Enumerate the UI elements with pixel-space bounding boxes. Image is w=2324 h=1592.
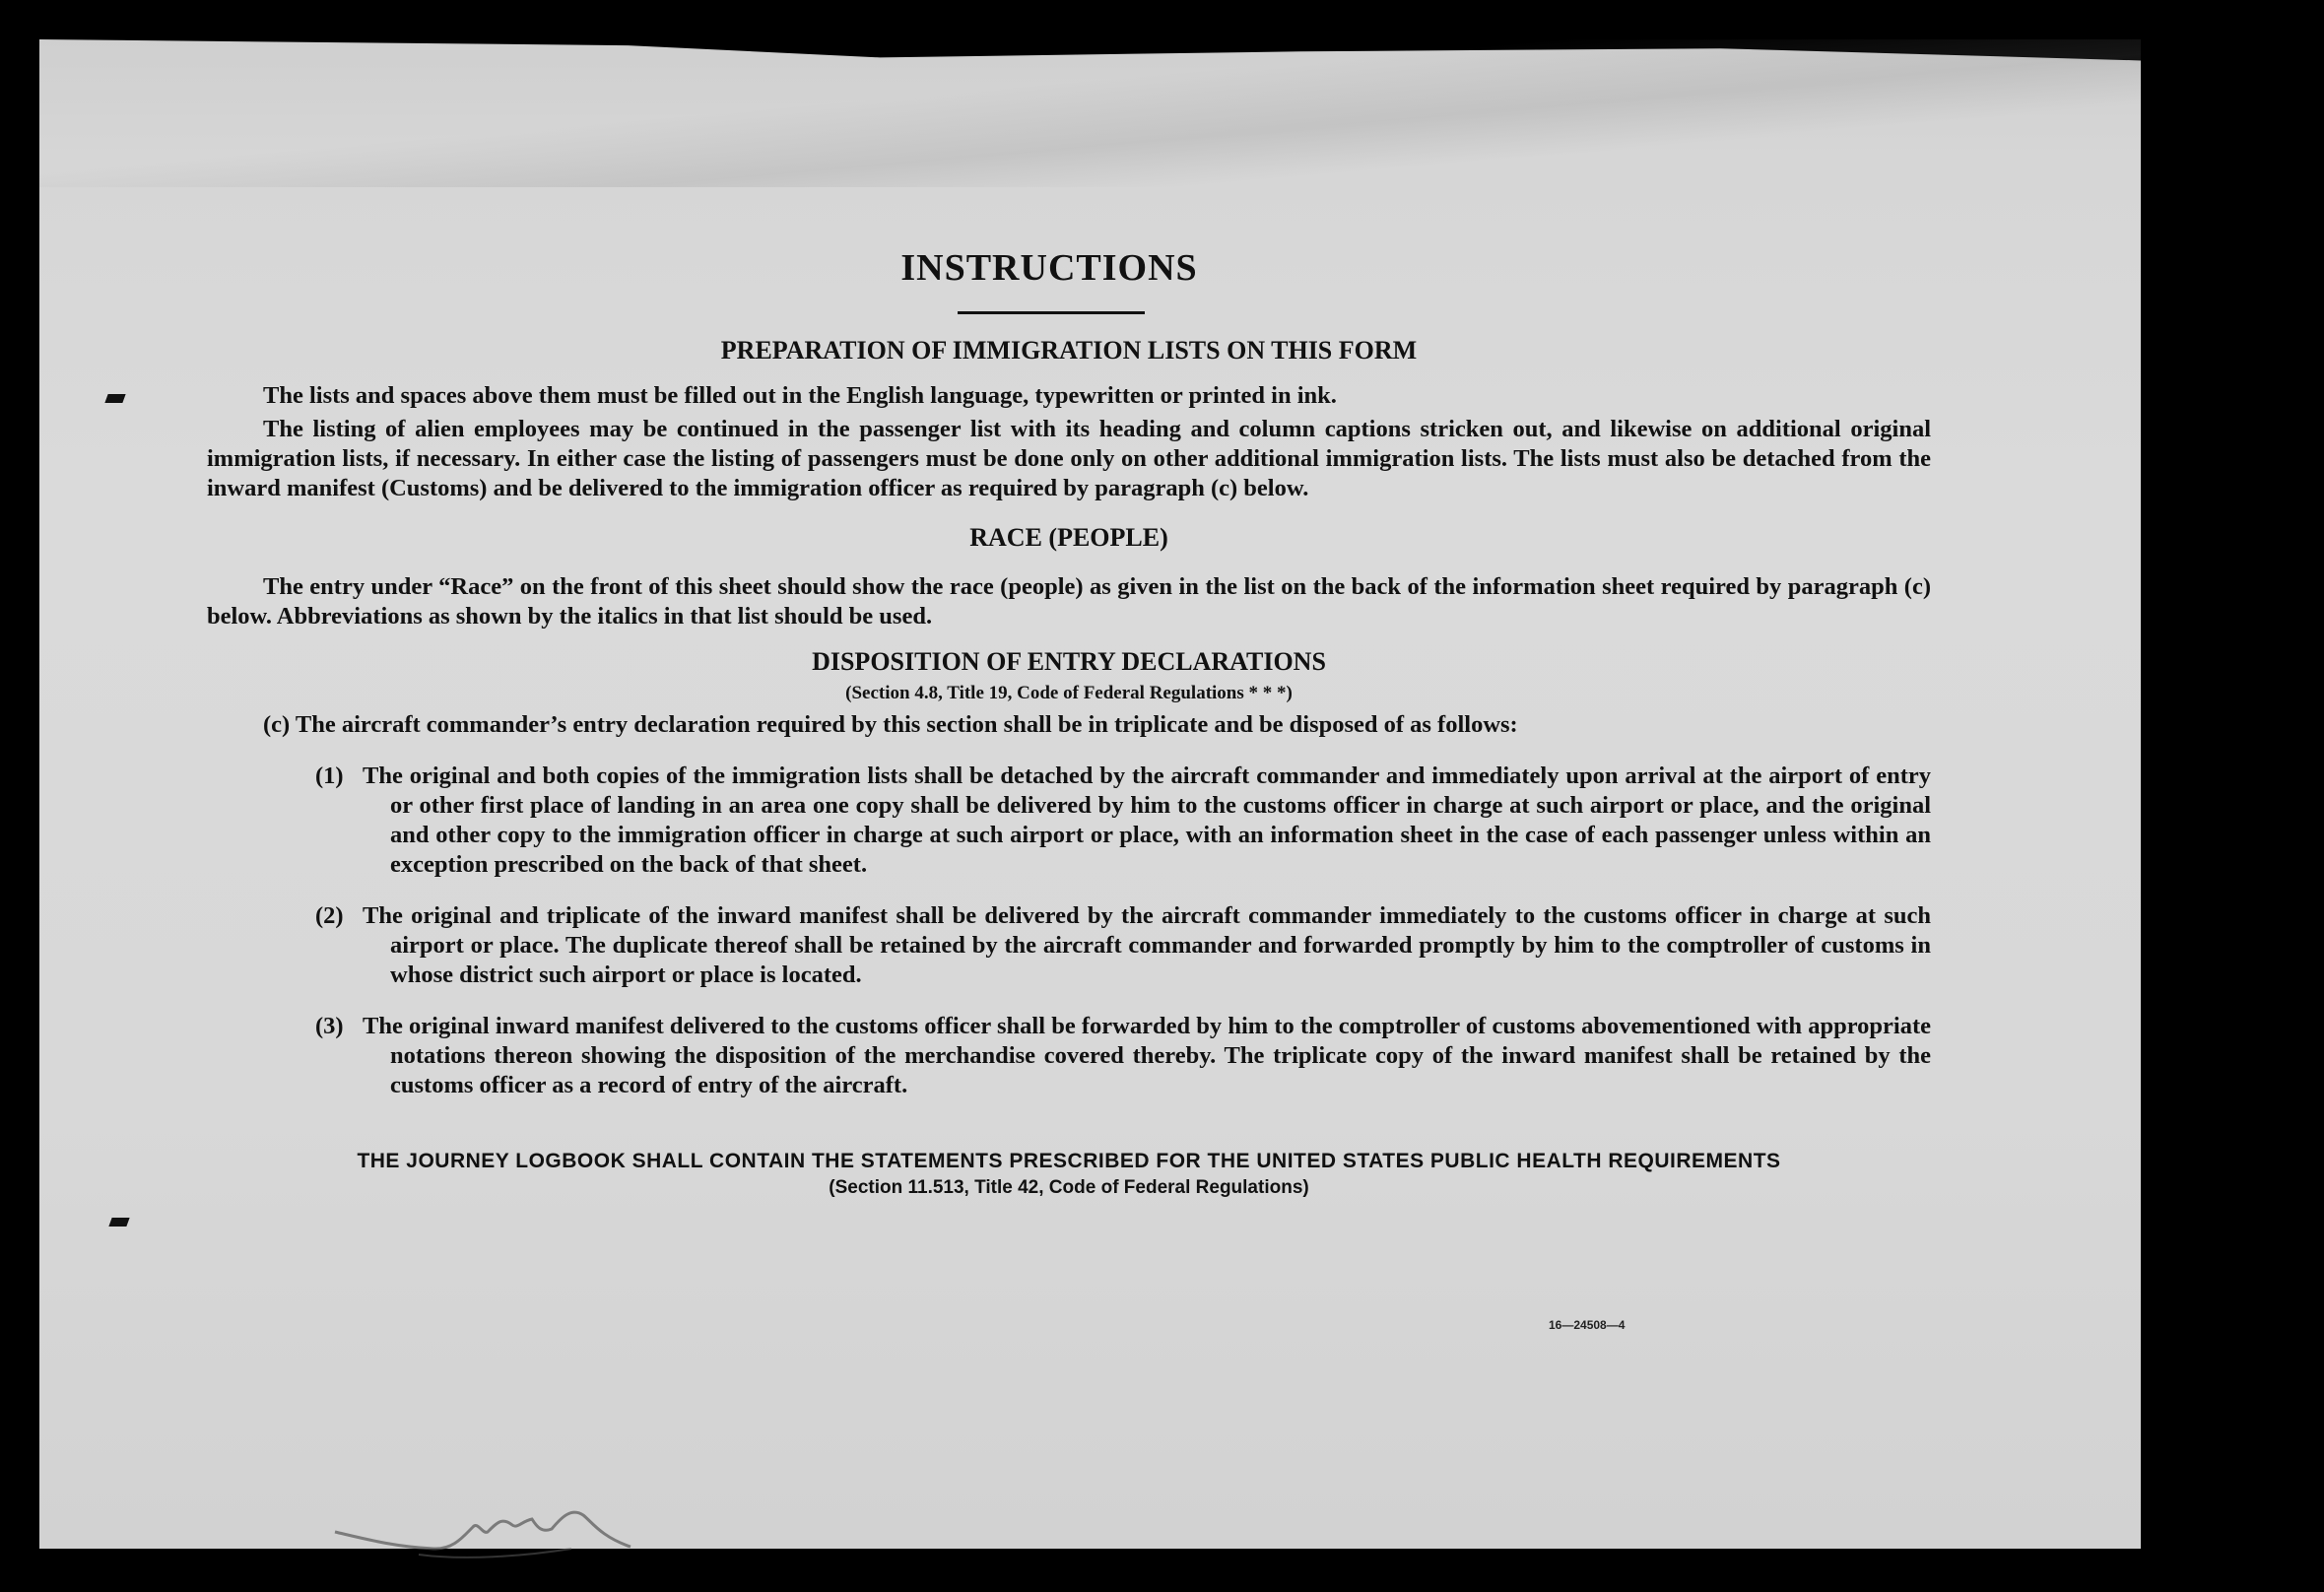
- list-item-text: The original and both copies of the immigration lists shall be detached by the aircraft commander and immediately upon arrival at the airport of entry or other first place of landing in an area one copy shall be delivered by him to the customs officer in charge at such airport or place, and the original and other copy to the immigration officer in charge at such airport or place, with an information sheet in the case of each passenger unless within an exception prescribed on the back of that sheet.: [363, 763, 1931, 878]
- list-item: [315, 762, 1931, 880]
- paragraph-alien-employees: The listing of alien employees may be continued in the passenger list with its heading and column captions stricken out, and likewise on additional original immigration lists, if necessary. In either case the listing of passengers must be done only on other additional immigration lists. The lists must also be detached from the inward manifest (Customs) and be delivered to the immigration officer as required by paragraph (c) below.: [207, 416, 1931, 501]
- list-item-number: (3): [315, 1013, 344, 1039]
- list-item-text: The original and triplicate of the inward manifest shall be delivered by the aircraft commander immediately to the customs officer in charge at such airport or place. The duplicate thereof shall be retained by the aircraft commander and forwarded promptly by him to the comptroller of customs in whose district such airport or place is located.: [363, 902, 1931, 988]
- list-item: [315, 901, 1931, 990]
- paper-fold-shadow: [39, 39, 2141, 187]
- list-item-text: The original inward manifest delivered to the customs officer shall be forwarded by him to the comptroller of customs abovementioned with appropriate notations thereon showing the disposition of the merchandise covered thereby. The triplicate copy of the inward manifest shall be retained by the customs officer as a record of entry of the aircraft.: [363, 1013, 1931, 1098]
- form-number: 16—24508—4: [1549, 1318, 1626, 1332]
- title-underline: [958, 311, 1145, 314]
- section-heading-disposition: DISPOSITION OF ENTRY DECLARATIONS: [812, 647, 1326, 676]
- regulation-citation: (Section 4.8, Title 19, Code of Federal Regulations * * *): [845, 683, 1293, 703]
- punch-mark: [104, 394, 125, 403]
- punch-mark: [108, 1218, 129, 1227]
- paragraph-disposition-intro: (c) The aircraft commander’s entry declaration required by this section shall be in triplicate and be disposed of as follows:: [263, 711, 1518, 738]
- paragraph-race-entry: The entry under “Race” on the front of this sheet should show the race (people) as given in the list on the back of the information sheet required by paragraph (c) below. Abbreviations as shown by the italics in that list should be used.: [207, 573, 1931, 630]
- signature-trace: [325, 1478, 640, 1566]
- list-item: [315, 1012, 1931, 1100]
- paragraph-lists-language: The lists and spaces above them must be filled out in the English language, typewritten or printed in ink.: [263, 382, 1337, 409]
- list-item-number: (2): [315, 902, 344, 929]
- page-title: INSTRUCTIONS: [900, 247, 1198, 289]
- instructions-document: [207, 246, 1931, 1199]
- list-item-number: (1): [315, 763, 344, 789]
- footer-health-requirements: THE JOURNEY LOGBOOK SHALL CONTAIN THE STATEMENTS PRESCRIBED FOR THE UNITED STATES PUBLIC HEALTH REQUIREMENTS: [357, 1150, 1781, 1172]
- section-heading-race: RACE (PEOPLE): [969, 523, 1168, 552]
- section-heading-preparation: PREPARATION OF IMMIGRATION LISTS ON THIS FORM: [720, 336, 1418, 365]
- footer-citation: (Section 11.513, Title 42, Code of Federal Regulations): [829, 1177, 1309, 1198]
